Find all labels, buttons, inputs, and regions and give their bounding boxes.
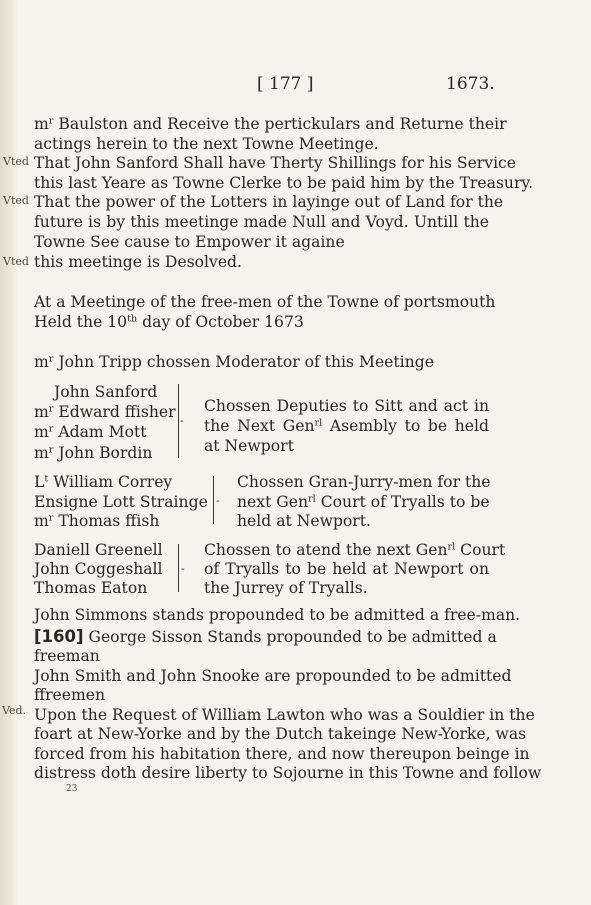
manuscript-page-number: [160]: [34, 627, 84, 646]
deputy-name: $m^r$ John Bordin: [34, 444, 153, 462]
deputies-description: at Newport: [204, 437, 294, 455]
deputies-description: Chossen Deputies to Sitt and act in: [204, 397, 489, 415]
jury-description: held at Newport.: [237, 512, 371, 530]
court-description: the Jurrey of Tryalls.: [204, 579, 368, 597]
text-line: this last Yeare as Towne Clerke to be paid him by the Treasury.: [34, 174, 534, 192]
text-line: future is by this meetinge made Null and Voyd. Untill the: [34, 213, 489, 231]
text-line: That the power of the Lotters in layinge out of Land for the: [34, 193, 504, 211]
margin-note: Vted: [3, 255, 29, 268]
text-line: distress doth desire liberty to Sojourne in this Towne and follow: [34, 764, 542, 782]
court-name: John Coggeshall: [34, 560, 163, 578]
bracket-line: [178, 544, 179, 592]
page-year: 1673.: [446, 74, 495, 94]
text-line: actings herein to the next Towne Meetinge.: [34, 135, 379, 153]
deputy-name: $m^r$ Edward ffisher: [34, 403, 176, 421]
text-line: [160] George Sisson Stands propounded to be admitted a: [34, 627, 497, 646]
margin-note: Vted: [3, 155, 29, 168]
text-line: That John Sanford Shall have Therty Shillings for his Service: [34, 154, 517, 172]
text-line: ffreemen: [34, 686, 106, 704]
deputy-name: $m^r$ Adam Mott: [34, 423, 147, 441]
text-line: foart at New-Yorke and by the Dutch takeinge New-Yorke, was: [34, 725, 527, 743]
moderator-line: $m^r$ John Tripp chossen Moderator of this Meetinge: [34, 353, 434, 371]
bracket-point: ‐: [216, 494, 220, 507]
meeting-date: Held the 10th day of October 1673: [34, 313, 304, 331]
jury-description: Chossen Gran-Jurry-men for the: [237, 473, 491, 491]
text-line: John Simmons stands propounded to be admitted a free-man.: [34, 606, 521, 624]
bracket-point: ‐: [181, 562, 185, 575]
text-line: John Smith and John Snooke are propounded to be admitted: [34, 667, 512, 685]
text-line: this meetinge is Desolved.: [34, 253, 242, 271]
court-description: of Tryalls to be held at Newport on: [204, 560, 489, 578]
text-line: freeman: [34, 647, 100, 665]
page-number: [ 177 ]: [257, 74, 314, 94]
text-line: Towne See cause to Empower it againe: [34, 233, 345, 251]
deputy-name: John Sanford: [54, 383, 158, 401]
deputies-description: the Next Gen$^{rl}$ Asembly to be held: [204, 417, 489, 435]
page-gutter-shadow: [0, 0, 18, 905]
text-line: Upon the Request of William Lawton who was a Souldier in the: [34, 706, 535, 724]
bracket-line: [213, 476, 214, 524]
text-line: forced from his habitation there, and now thereupon beinge in: [34, 745, 530, 763]
signature-mark: 23: [66, 784, 78, 794]
meeting-heading: At a Meetinge of the free-men of the Towne of portsmouth: [34, 293, 496, 311]
margin-note: Vted: [3, 194, 29, 207]
bracket-line: [178, 384, 179, 458]
jury-description: next Gen$^{rl}$ Court of Tryalls to be: [237, 493, 490, 511]
text-line: $m^r$ Baulston and Receive the pertickulars and Returne their: [34, 115, 507, 133]
margin-note: Ved.: [2, 704, 26, 717]
court-name: Daniell Greenell: [34, 541, 163, 559]
jury-name: $m^r$ Thomas ffish: [34, 512, 160, 530]
court-description: Chossen to atend the next Gen$^{rl}$ Court: [204, 541, 506, 559]
court-name: Thomas Eaton: [34, 579, 148, 597]
jury-name: Ensigne Lott Strainge: [34, 493, 208, 511]
bracket-point: ‐: [180, 414, 184, 427]
jury-name: $L^t$ William Correy: [34, 473, 173, 491]
